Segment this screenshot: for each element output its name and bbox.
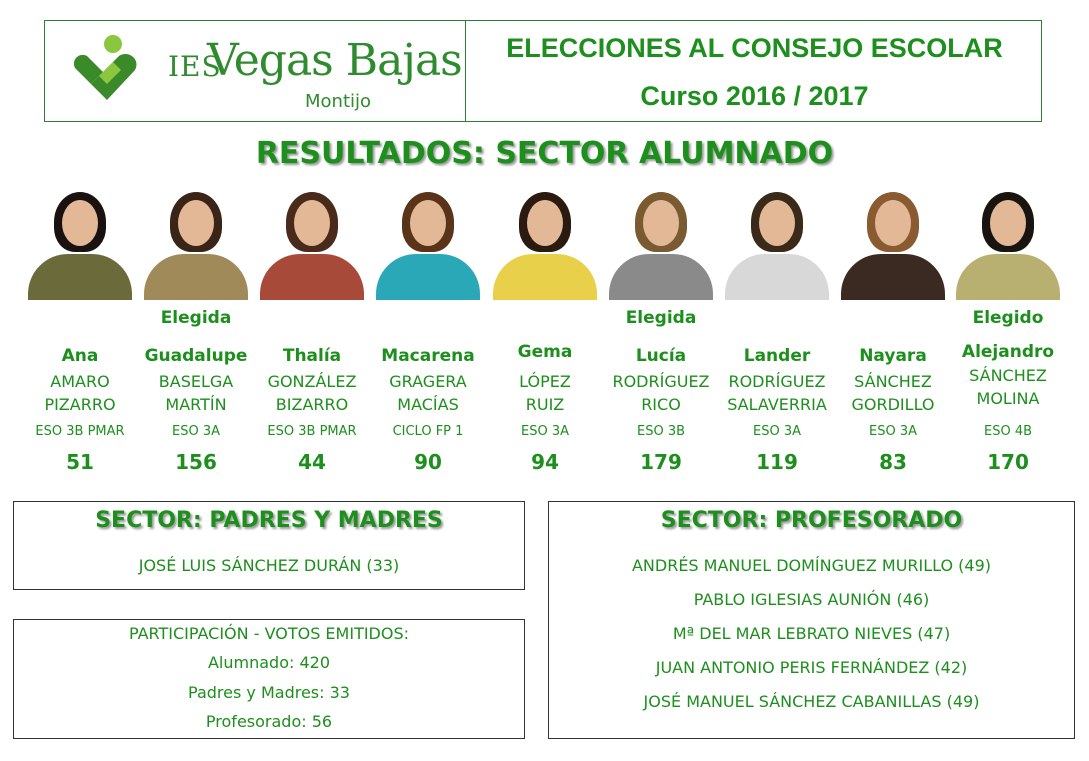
candidate-surname-1: GONZÁLEZ: [267, 372, 357, 391]
candidate-votes: 51: [66, 450, 94, 474]
candidate-surname-1: RODRÍGUEZ: [728, 372, 826, 391]
candidate-photo: [260, 186, 364, 300]
candidate-first-name: Lander: [743, 346, 811, 366]
padres-title: SECTOR: PADRES Y MADRES: [95, 508, 443, 533]
candidate-first-name: Thalía: [282, 346, 342, 366]
profesorado-member: ANDRÉS MANUEL DOMÍNGUEZ MURILLO (49): [631, 556, 992, 575]
candidate-group: ESO 3A: [869, 424, 917, 439]
candidate-first-name: Nayara: [859, 346, 927, 366]
participation-alumnado: Alumnado: 420: [207, 653, 331, 672]
elected-label: Elegida: [625, 308, 697, 328]
candidate-surname-2: BIZARRO: [275, 395, 349, 414]
candidate-card: [719, 186, 835, 474]
face-shape: [178, 200, 214, 246]
padres-box: [13, 501, 525, 590]
candidate-first-name: Alejandro: [961, 342, 1055, 362]
clothing-shape: [725, 254, 829, 300]
clothing-shape: [493, 254, 597, 300]
profesorado-member: PABLO IGLESIAS AUNIÓN (46): [693, 590, 930, 609]
candidate-photo: [609, 186, 713, 300]
face-shape: [294, 200, 330, 246]
face-shape: [410, 200, 446, 246]
candidate-surname-2: GORDILLO: [851, 395, 935, 414]
candidate-photo: [493, 186, 597, 300]
clothing-shape: [609, 254, 713, 300]
candidate-card: [950, 186, 1066, 474]
header-title: ELECCIONES AL CONSEJO ESCOLAR: [506, 33, 1003, 63]
clothing-shape: [260, 254, 364, 300]
candidate-card: [22, 186, 138, 474]
candidate-first-name: Guadalupe: [144, 346, 248, 366]
candidate-surname-2: MOLINA: [976, 389, 1040, 408]
candidate-group: ESO 4B: [983, 424, 1033, 439]
candidate-surname-2: MARTÍN: [165, 395, 227, 414]
logo-town: Montijo: [305, 91, 372, 112]
candidate-votes: 119: [756, 450, 798, 474]
logo-ies-text: IES: [168, 50, 222, 83]
profesorado-member: Mª DEL MAR LEBRATO NIEVES (47): [672, 624, 951, 643]
candidate-first-name: Macarena: [381, 346, 475, 366]
candidate-surname-1: LÓPEZ: [519, 372, 571, 391]
candidate-votes: 90: [414, 450, 442, 474]
candidate-votes: 156: [175, 450, 217, 474]
candidate-surname-2: PIZARRO: [44, 395, 116, 414]
candidate-first-name: Lucía: [635, 346, 687, 366]
face-shape: [759, 200, 795, 246]
clothing-shape: [144, 254, 248, 300]
clothing-shape: [841, 254, 945, 300]
candidate-votes: 83: [879, 450, 907, 474]
candidate-card: [254, 186, 370, 474]
candidate-surname-1: BASELGA: [158, 372, 234, 391]
face-shape: [527, 200, 563, 246]
clothing-shape: [28, 254, 132, 300]
candidate-first-name: Gema: [517, 342, 573, 362]
candidate-surname-1: GRAGERA: [389, 372, 467, 391]
header-subtitle: Curso 2016 / 2017: [640, 81, 869, 111]
candidate-group: ESO 3A: [521, 424, 569, 439]
participation-box: [13, 619, 525, 739]
candidate-photo: [28, 186, 132, 300]
profesorado-title: SECTOR: PROFESORADO: [660, 508, 963, 533]
participation-profesorado: Profesorado: 56: [205, 712, 333, 731]
school-logo-icon: [69, 34, 145, 110]
logo-school-name: Vegas Bajas: [207, 35, 462, 86]
candidate-photo: [725, 186, 829, 300]
candidate-group: ESO 3B PMAR: [267, 424, 357, 439]
candidate-photo: [144, 186, 248, 300]
results-title: RESULTADOS: SECTOR ALUMNADO: [255, 136, 834, 171]
candidate-votes: 170: [987, 450, 1029, 474]
candidate-first-name: Ana: [61, 346, 99, 366]
profesorado-member: JUAN ANTONIO PERIS FERNÁNDEZ (42): [655, 658, 968, 677]
candidate-votes: 179: [640, 450, 682, 474]
candidate-card: [138, 186, 254, 474]
padres-member: JOSÉ LUIS SÁNCHEZ DURÁN (33): [138, 556, 400, 575]
face-shape: [875, 200, 911, 246]
candidate-group: ESO 3A: [172, 424, 220, 439]
candidate-card: [487, 186, 603, 474]
profesorado-member: JOSÉ MANUEL SÁNCHEZ CABANILLAS (49): [643, 692, 980, 711]
candidate-votes: 94: [531, 450, 559, 474]
candidate-card: [603, 186, 719, 474]
candidate-surname-1: RODRÍGUEZ: [612, 372, 710, 391]
candidate-surname-2: MACÍAS: [397, 395, 459, 414]
candidate-group: ESO 3B PMAR: [35, 424, 125, 439]
header-box: [44, 20, 1042, 122]
candidate-surname-1: SÁNCHEZ: [969, 366, 1047, 385]
candidate-photo: [956, 186, 1060, 300]
clothing-shape: [956, 254, 1060, 300]
participation-padres: Padres y Madres: 33: [188, 683, 350, 702]
candidate-surname-1: SÁNCHEZ: [854, 372, 932, 391]
candidate-card: [370, 186, 486, 474]
participation-title: PARTICIPACIÓN - VOTOS EMITIDOS:: [128, 624, 410, 643]
candidate-surname-2: RUIZ: [525, 395, 565, 414]
candidate-photo: [376, 186, 480, 300]
profesorado-box: [548, 501, 1075, 739]
face-shape: [990, 200, 1026, 246]
candidate-card: [835, 186, 951, 474]
candidate-group: ESO 3A: [753, 424, 801, 439]
face-shape: [643, 200, 679, 246]
candidate-group: ESO 3B: [636, 424, 686, 439]
elected-label: Elegido: [972, 308, 1044, 328]
face-shape: [62, 200, 98, 246]
candidate-surname-1: AMARO: [50, 372, 110, 391]
elected-label: Elegida: [160, 308, 232, 328]
candidate-surname-2: SALAVERRIA: [727, 395, 827, 414]
clothing-shape: [376, 254, 480, 300]
candidate-group: CICLO FP 1: [392, 424, 464, 439]
candidate-votes: 44: [298, 450, 326, 474]
candidate-surname-2: RICO: [641, 395, 681, 414]
candidate-photo: [841, 186, 945, 300]
